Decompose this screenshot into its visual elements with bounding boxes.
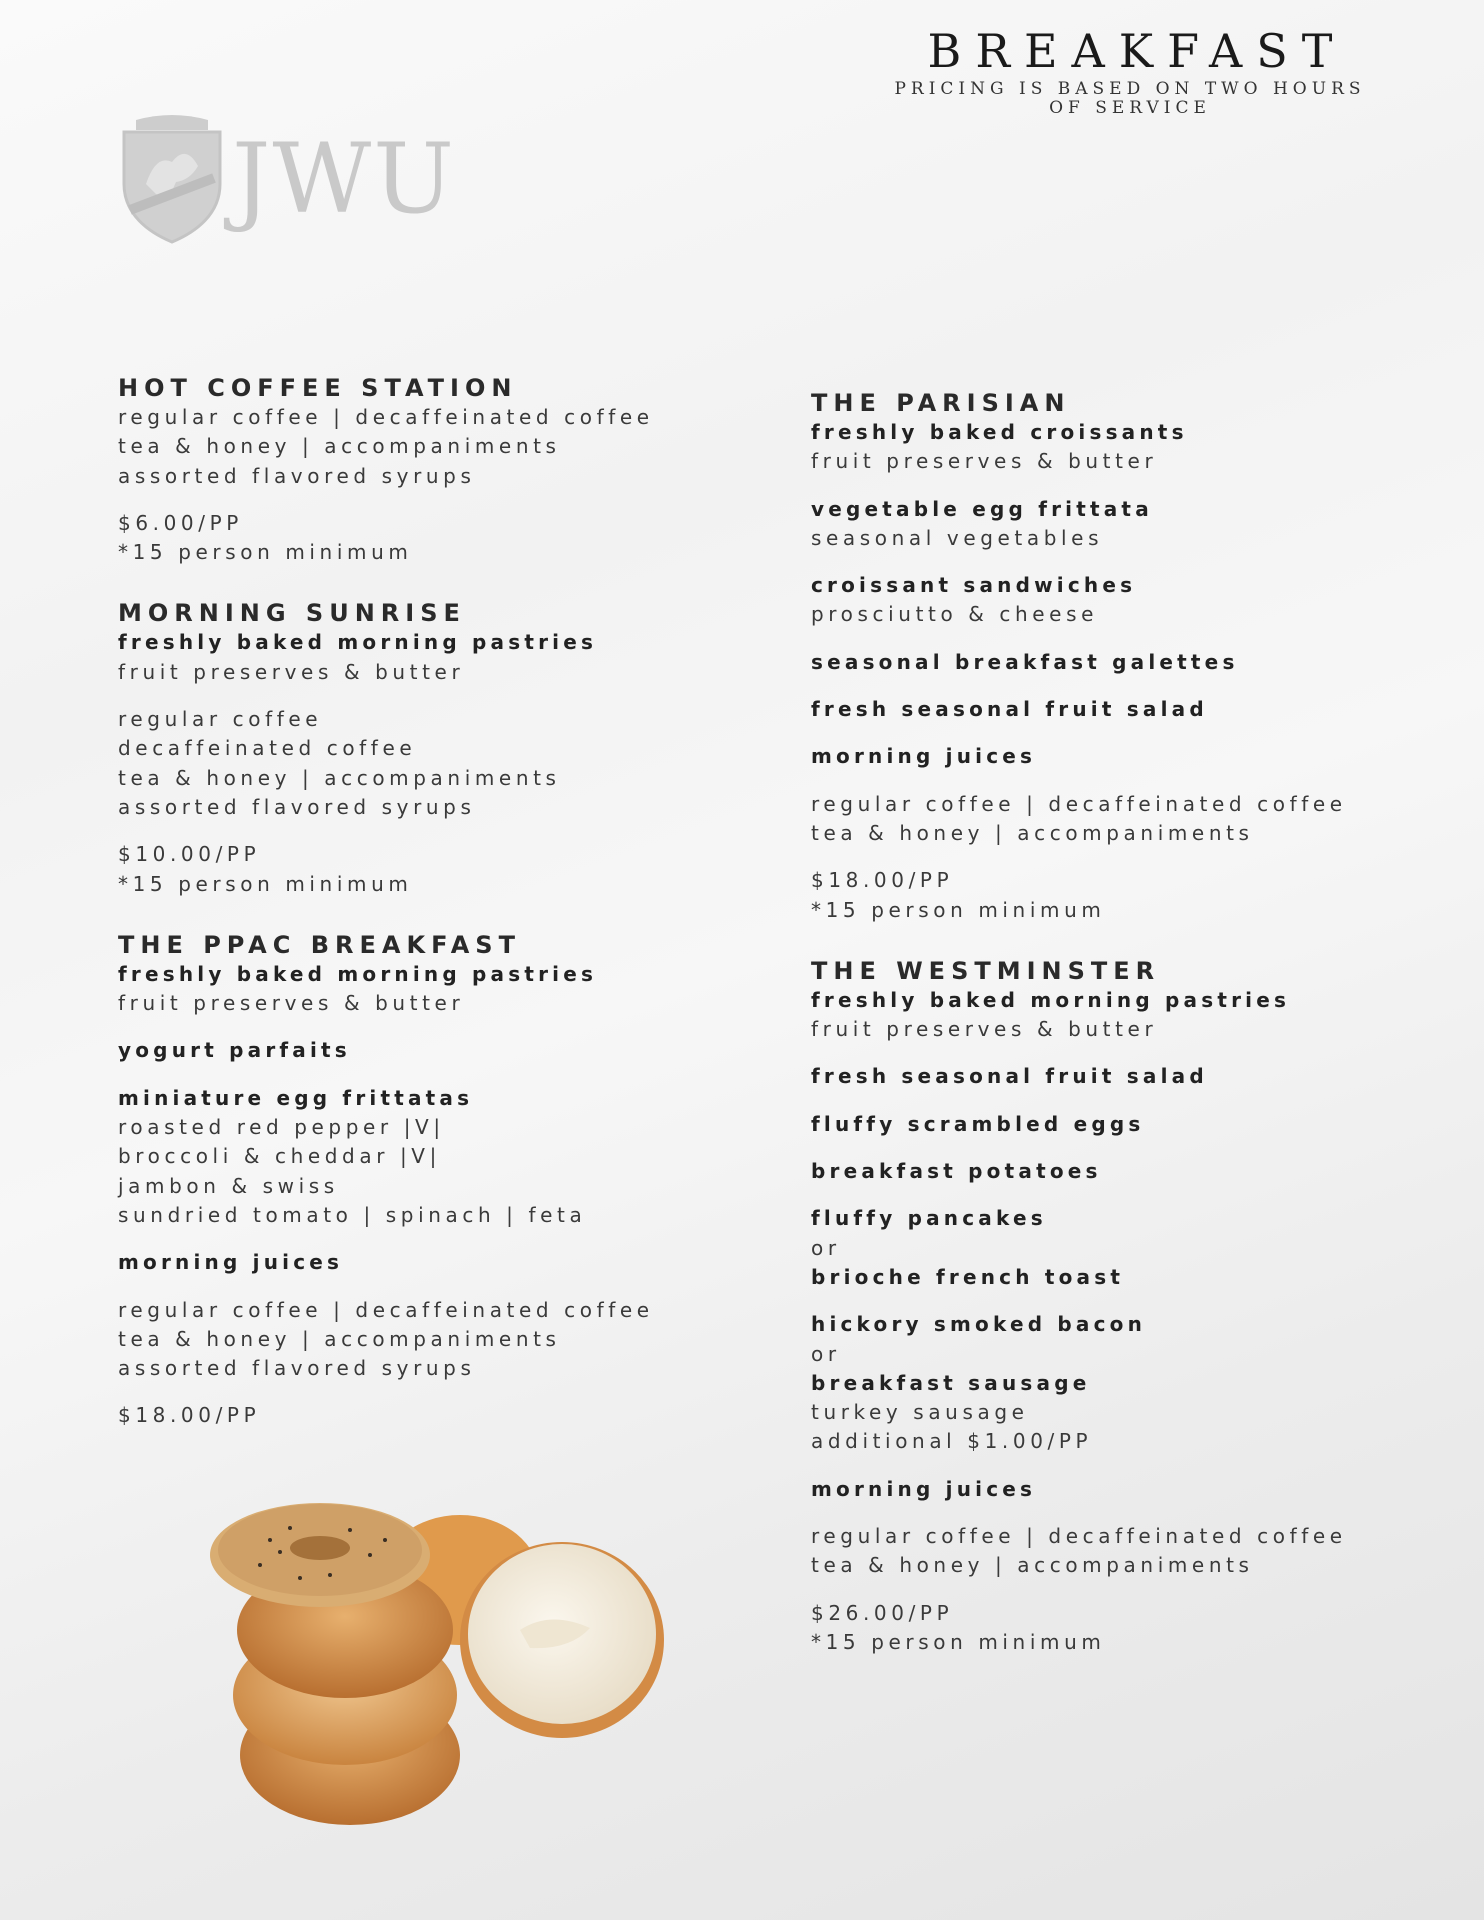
menu-item-group xyxy=(811,1110,1451,1139)
menu-item-group xyxy=(811,1204,1451,1292)
bagels-image xyxy=(200,1500,690,1844)
menu-item-group xyxy=(118,1036,758,1065)
menu-item-group xyxy=(118,628,758,687)
menu-item-name: fresh seasonal fruit salad xyxy=(811,1064,1208,1089)
menu-item-detail: assorted flavored syrups xyxy=(118,794,476,819)
menu-item-detail: or xyxy=(811,1341,841,1366)
menu-item-detail: *15 person minimum xyxy=(811,1629,1106,1654)
menu-item-name: freshly baked morning pastries xyxy=(118,630,598,655)
logo-text: JWU xyxy=(232,123,457,235)
right-column xyxy=(811,389,1451,1689)
menu-item-detail: tea & honey | accompaniments xyxy=(118,1326,561,1351)
menu-item-detail: tea & honey | accompaniments xyxy=(118,434,561,459)
menu-item-detail: $18.00/PP xyxy=(118,1403,261,1428)
subtitle-line: OF SERVICE xyxy=(1049,98,1211,118)
menu-item-detail: fruit preserves & butter xyxy=(811,449,1158,474)
menu-item-detail: tea & honey | accompaniments xyxy=(811,820,1254,845)
section-title: THE WESTMINSTER xyxy=(811,956,1161,985)
menu-item-detail: jambon & swiss xyxy=(118,1173,339,1198)
menu-item-detail: fruit preserves & butter xyxy=(811,1017,1158,1042)
menu-item-group xyxy=(811,1157,1451,1186)
menu-item-detail: $6.00/PP xyxy=(118,510,243,535)
menu-item-detail: *15 person minimum xyxy=(118,540,413,565)
menu-item-group xyxy=(118,1248,758,1277)
menu-item-detail: *15 person minimum xyxy=(811,897,1106,922)
menu-item-name: seasonal breakfast galettes xyxy=(811,649,1239,674)
crest-icon xyxy=(116,114,228,244)
menu-item-name: morning juices xyxy=(811,744,1037,769)
menu-item-name: freshly baked morning pastries xyxy=(811,987,1291,1012)
menu-item-detail: broccoli & cheddar |V| xyxy=(118,1144,441,1169)
menu-item-name: brioche french toast xyxy=(811,1264,1125,1289)
subtitle-line: PRICING IS BASED ON TWO HOURS xyxy=(894,79,1366,99)
menu-section-the-westminster xyxy=(811,957,1451,1657)
menu-item-group xyxy=(811,1310,1451,1456)
menu-item-detail: tea & honey | accompaniments xyxy=(118,765,561,790)
menu-item-group xyxy=(811,986,1451,1045)
menu-section-the-ppac-breakfast xyxy=(118,931,758,1431)
menu-item-group xyxy=(811,1599,1451,1658)
section-title: THE PPAC BREAKFAST xyxy=(118,930,521,959)
menu-item-group xyxy=(811,1522,1451,1581)
menu-item-group xyxy=(811,418,1451,477)
menu-item-name: freshly baked croissants xyxy=(811,420,1188,444)
menu-item-group xyxy=(811,742,1451,771)
menu-item-group xyxy=(118,509,758,568)
menu-item-detail: sundried tomato | spinach | feta xyxy=(118,1202,587,1227)
menu-item-detail: additional $1.00/PP xyxy=(811,1429,1093,1454)
menu-item-name: yogurt parfaits xyxy=(118,1038,351,1063)
menu-item-group xyxy=(118,705,758,822)
menu-item-name: morning juices xyxy=(811,1476,1037,1501)
menu-item-group xyxy=(118,960,758,1019)
page-title: BREAKFAST xyxy=(927,24,1347,78)
menu-item-detail: decaffeinated coffee xyxy=(118,736,417,761)
section-title: THE PARISIAN xyxy=(811,389,1071,417)
page-subtitle xyxy=(880,80,1380,118)
menu-item-name: freshly baked morning pastries xyxy=(118,961,598,986)
menu-item-detail: turkey sausage xyxy=(811,1400,1029,1425)
menu-section-the-parisian xyxy=(811,389,1451,925)
menu-item-detail: fruit preserves & butter xyxy=(118,991,465,1016)
menu-item-group xyxy=(811,495,1451,554)
menu-item-detail: $26.00/PP xyxy=(811,1600,954,1625)
menu-item-name: breakfast potatoes xyxy=(811,1159,1102,1184)
menu-item-group xyxy=(118,1296,758,1384)
menu-item-detail: assorted flavored syrups xyxy=(118,1356,476,1381)
menu-item-detail: regular coffee | decaffeinated coffee xyxy=(811,1524,1347,1549)
section-title: HOT COFFEE STATION xyxy=(118,374,518,402)
section-title: MORNING SUNRISE xyxy=(118,599,466,628)
menu-item-detail: seasonal vegetables xyxy=(811,525,1104,550)
menu-item-detail: assorted flavored syrups xyxy=(118,463,476,488)
menu-item-group xyxy=(118,1084,758,1230)
menu-item-name: croissant sandwiches xyxy=(811,573,1137,598)
menu-item-name: fluffy pancakes xyxy=(811,1206,1047,1231)
menu-item-group xyxy=(118,403,758,491)
menu-item-group xyxy=(811,866,1451,925)
menu-item-detail: regular coffee xyxy=(118,707,323,732)
menu-item-group xyxy=(118,1401,758,1430)
menu-item-detail: fruit preserves & butter xyxy=(118,659,465,684)
menu-item-group xyxy=(811,790,1451,849)
menu-item-name: morning juices xyxy=(118,1250,344,1275)
menu-item-group xyxy=(811,1475,1451,1504)
menu-item-detail: roasted red pepper |V| xyxy=(118,1115,445,1140)
menu-section-hot-coffee-station xyxy=(118,374,758,567)
menu-item-detail: regular coffee | decaffeinated coffee xyxy=(811,791,1347,816)
menu-item-detail: regular coffee | decaffeinated coffee xyxy=(118,405,654,429)
menu-item-detail: $10.00/PP xyxy=(118,842,261,867)
jwu-logo xyxy=(116,114,456,244)
menu-item-name: fresh seasonal fruit salad xyxy=(811,697,1208,722)
menu-item-detail: or xyxy=(811,1235,841,1260)
menu-item-detail: $18.00/PP xyxy=(811,868,954,893)
menu-section-morning-sunrise xyxy=(118,599,758,898)
menu-header xyxy=(880,24,1380,118)
menu-item-group xyxy=(811,648,1451,677)
menu-item-detail: prosciutto & cheese xyxy=(811,602,1098,627)
menu-item-detail: *15 person minimum xyxy=(118,871,413,896)
menu-item-name: miniature egg frittatas xyxy=(118,1085,474,1110)
menu-item-name: breakfast sausage xyxy=(811,1370,1091,1395)
left-column xyxy=(118,374,758,1463)
menu-item-group xyxy=(811,695,1451,724)
menu-item-name: hickory smoked bacon xyxy=(811,1312,1147,1337)
menu-item-name: vegetable egg frittata xyxy=(811,496,1153,521)
menu-item-group xyxy=(811,1062,1451,1091)
menu-item-name: fluffy scrambled eggs xyxy=(811,1111,1145,1136)
menu-item-group xyxy=(811,571,1451,630)
menu-item-detail: tea & honey | accompaniments xyxy=(811,1553,1254,1578)
menu-item-group xyxy=(118,840,758,899)
menu-item-detail: regular coffee | decaffeinated coffee xyxy=(118,1297,654,1322)
